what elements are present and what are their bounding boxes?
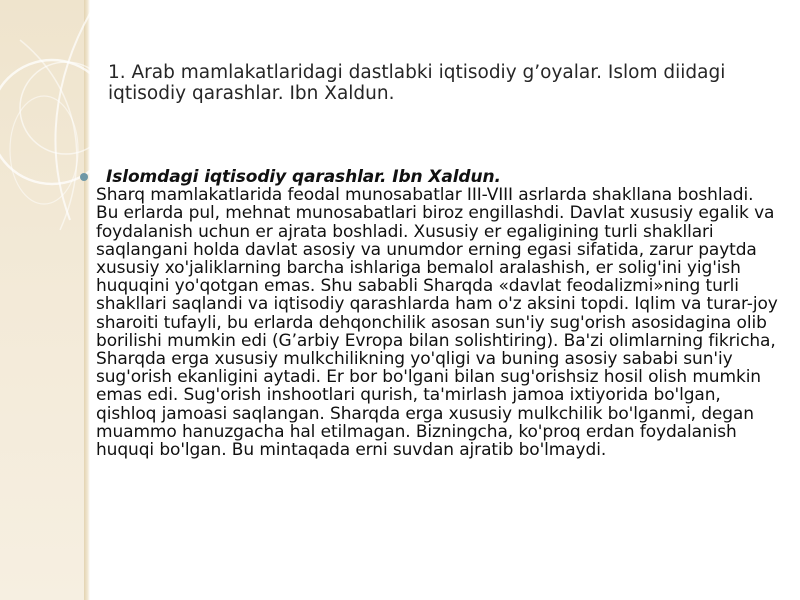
section-heading: Islomdagi iqtisodiy qarashlar. Ibn Xaldun. <box>106 167 501 187</box>
body-paragraph <box>96 168 780 459</box>
left-decorative-panel <box>0 0 86 600</box>
bullet-icon <box>80 173 88 181</box>
body-text: Sharq mamlakatlarida feodal munosabatlar III-VIII asrlarda shakllana boshladi. Bu erlarda pul, mehnat munosabatlari biroz engillashdi. Davlat xususiy egalik va foydalanish uchun er ajrata boshladi. Xususiy er egaligining turli shakllari saqlangani holda davlat asosiy va unumdor erning egasi sifatida, zarur paytda xususiy xo'jaliklarning barcha ishlariga bemalol aralashish, er solig'ini yig'ish huquqini yo'qotgan emas. Shu sababli Sharqda «davlat feodalizmi»ning turli shakllari saqlandi va iqtisodiy qarashlarda ham o'z aksini topdi. Iqlim va turar-joy sharoiti tufayli, bu erlarda dehqonchilik asosan sun'iy sug'orish asosidagina olib borilishi mumkin edi (G’arbiy Evropa bilan solishtiring). Ba'zi olimlarning fikricha, Sharqda erga xususiy mulkchilikning yo'qligi va buning asosiy sababi sun'iy sug'orish ekanligini aytadi. Er bor bo'lgani bilan sug'orishsiz hosil olish mumkin emas edi. Sug'orish inshootlari qurish, ta'mirlash jamoa ixtiyorida bo'lgan, qishloq jamoasi saqlangan. Sharqda erga xususiy mulkchilik bo'lganmi, degan muammo hanuzgacha hal etilmagan. Bizningcha, ko'proq erdan foydalanish huquqi bo'lgan. Bu mintaqada erni suvdan ajratib bo'lmaydi. <box>96 185 778 461</box>
content-block <box>80 168 780 459</box>
slide-title: 1. Arab mamlakatlaridagi dastlabki iqtisodiy g’oyalar. Islom diidagi iqtisodiy qarashlar. Ibn Xaldun. <box>108 62 726 104</box>
